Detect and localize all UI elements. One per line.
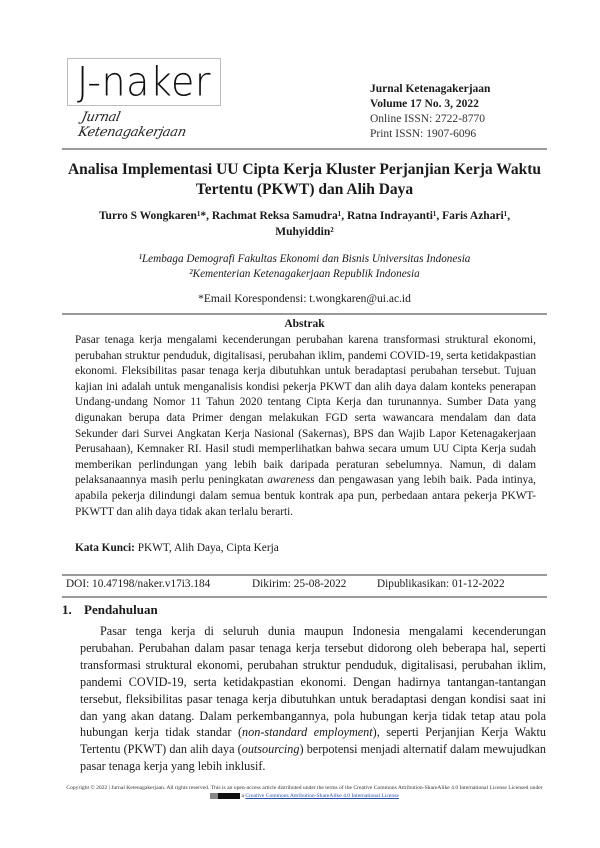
title-line-1: Analisa Implementasi UU Cipta Kerja Kluster Perjanjian Kerja Waktu [67,161,541,178]
intro-part-3: ) berpotensi menjadi alternatif dalam mewujudkan pasar tenaga kerja yang lebih inklusif. [80,742,546,774]
authors-line-2: Muhyiddin² [275,226,334,238]
article-title [62,160,547,200]
keywords-label: Kata Kunci: [75,542,135,554]
journal-volume: Volume 17 No. 3, 2022 [370,98,479,110]
intro-part-1: Pasar tenga kerja di seluruh dunia maupun Indonesia mengalami kecenderungan perubahan. Perubahan dalam pasar tenaga kerja tersebut didorong oleh beberapa hal, seperti transformasi struktural ekonomi, perubahan struktur penduduk, digitalisasi, perubahan iklim, pandemi COVID-19, serta ketidakpastian ekonomi. Dengan hadirnya tantangan-tantangan tersebut, fleksibilitas pasar tenaga kerja dibutuhkan untuk beradaptasi dengan kondisi saat ini dan yang akan datang. Dalam perkembangannya, pola hubungan kerja tidak tetap atau pola hubungan kerja tidak standar ( [80,624,546,740]
copyright-text: Copyright © 2022 | Jurnal Ketenagakerjaan. All rights reserved. This is an open-access article distributed under the terms of the Creative Commons Attribution-ShareAlike 4.0 International License Licensed under [66,785,543,791]
affiliation-2: ²Kementerian Ketenagakerjaan Republik Indonesia [189,268,420,280]
license-footer [62,784,547,800]
meta-top-divider [62,574,547,576]
abstract-part-2: dan pengawasan yang lebih baik. Pada intinya, apabila pekerja dilindungi dalam semua bentuk kontrak apa pun, perbedaan antara pekerja PKWT-PKWTT dan alih daya tidak akan terlalu berarti. [75,474,536,518]
affiliation-1: ¹Lembaga Demografi Fakultas Ekonomi dan Bisnis Universitas Indonesia [138,253,471,265]
meta-bottom-divider [62,596,547,598]
doi[interactable]: DOI: 10.47198/naker.v17i3.184 [66,578,211,590]
affiliations [62,252,547,282]
abstract-divider [62,313,547,315]
abstract-part-1: Pasar tenaga kerja mengalami kecenderungan perubahan karena transformasi struktural ekonomi, perubahan struktur penduduk, digitalisasi, perubahan iklim, pandemi COVID-19, serta ketidakpastian ekonomi. Fleksibilitas pasar tenaga kerja dibutuhkan untuk beradaptasi perubahan tersebut. Tujuan kajian ini adalah untuk menganalisis kondisi pekerja PKWT dan alih daya dalam konteks penerapan Undang-undang Nomor 11 Tahun 2020 tentang Cipta Kerja dan turunannya. Sumber Data yang digunakan berupa data Primer dengan melakukan FGD serta wawancara mendalam dan data Sekunder dari Survei Angkatan Kerja Nasional (Sakernas), BPS dan Wajib Lapor Ketenagakerjaan Perusahaan), Kemnaker RI. Hasil studi memperlihatkan bahwa secara umum UU Cipta Kerja sudah memberikan perlindungan yang lebih baik daripada peraturan sebelumnya. Namun, di dalam pelaksanaannya masih perlu peningkatan [75,334,536,487]
abstract-italic: awareness [267,474,315,487]
online-issn: Online ISSN: 2722-8770 [370,113,485,125]
intro-italic-1: non-standard employment [242,725,373,740]
abstract-text [75,333,536,520]
abstract-heading: Abstrak [284,318,325,330]
introduction-paragraph [80,623,546,775]
intro-italic-2: outsourcing [241,742,300,757]
header-divider [62,148,547,150]
journal-name: Jurnal Ketenagakerjaan [370,83,491,95]
submitted-date: Dikirim: 25-08-2022 [252,578,347,590]
intro-part-2: ), seperti Perjanjian Kerja Waktu Tertentu (PKWT) dan alih daya ( [80,725,546,757]
section-number: 1. [62,602,72,617]
section-heading [62,602,158,618]
keywords-value: PKWT, Alih Daya, Cipta Kerja [134,542,279,554]
journal-logo [67,58,221,106]
article-authors [62,208,547,240]
cc-license-badge-icon[interactable] [210,793,240,799]
print-issn: Print ISSN: 1907-6096 [370,128,477,140]
journal-info [370,82,490,142]
correspondence-email[interactable]: *Email Korespondensi: t.wongkaren@ui.ac.id [198,293,411,305]
link-prefix: a [240,793,246,799]
license-link[interactable]: Creative Commons Attribution-ShareAlike 4.0 International License [245,793,399,799]
keywords [75,542,279,554]
logo-script: Jurnal Ketenagakerjaan [76,110,188,140]
section-title: Pendahuluan [84,602,158,617]
logo-text: J-naker [76,58,212,106]
authors-line-1: Turro S Wongkaren¹*, Rachmat Reksa Samudra¹, Ratna Indrayanti¹, Faris Azhari¹, [98,210,511,222]
published-date: Dipublikasikan: 01-12-2022 [377,578,505,590]
title-line-2: Tertentu (PKWT) dan Alih Daya [195,181,414,198]
